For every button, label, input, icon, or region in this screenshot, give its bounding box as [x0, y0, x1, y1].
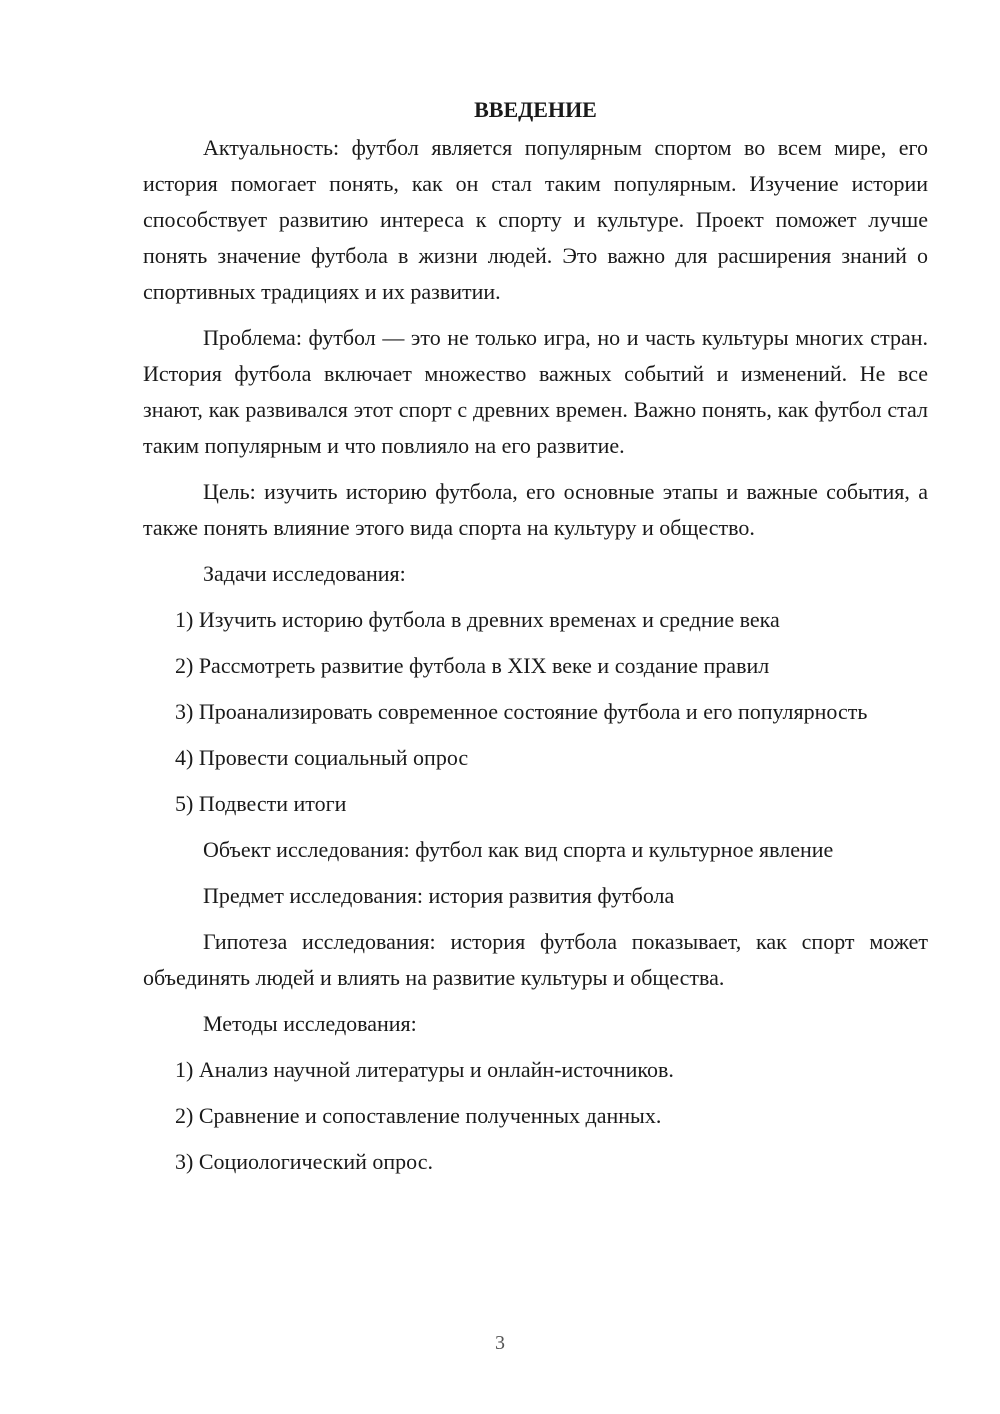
- document-page: [143, 92, 928, 1190]
- task-item-2: 2) Рассмотреть развитие футбола в XIX веке и создание правил: [175, 653, 770, 678]
- goal-paragraph: Цель: изучить историю футбола, его основные этапы и важные события, а также понять влияние этого вида спорта на культуру и общество.: [143, 479, 928, 540]
- task-item-1: 1) Изучить историю футбола в древних временах и средние века: [175, 607, 780, 632]
- object-paragraph: Объект исследования: футбол как вид спорта и культурное явление: [203, 837, 834, 862]
- methods-heading: Методы исследования:: [203, 1011, 417, 1036]
- method-item-1: 1) Анализ научной литературы и онлайн-источников.: [175, 1057, 674, 1082]
- problem-paragraph: Проблема: футбол — это не только игра, но и часть культуры многих стран. История футбола включает множество важных событий и изменений. Не все знают, как развивался этот спорт с древних времен. Важно понять, как футбол стал таким популярным и что повлияло на его развитие.: [143, 325, 928, 458]
- task-item-3: 3) Проанализировать современное состояние футбола и его популярность: [175, 699, 868, 724]
- page-title: ВВЕДЕНИЕ: [474, 97, 597, 122]
- hypothesis-paragraph: Гипотеза исследования: история футбола показывает, как спорт может объединять людей и влиять на развитие культуры и общества.: [143, 929, 928, 990]
- relevance-paragraph: Актуальность: футбол является популярным спортом во всем мире, его история помогает понять, как он стал таким популярным. Изучение истории способствует развитию интереса к спорту и культуре. Проект поможет лучше понять значение футбола в жизни людей. Это важно для расширения знаний о спортивных традициях и их развитии.: [143, 135, 928, 304]
- task-item-5: 5) Подвести итоги: [175, 791, 347, 816]
- method-item-3: 3) Социологический опрос.: [175, 1149, 433, 1174]
- method-item-2: 2) Сравнение и сопоставление полученных данных.: [175, 1103, 662, 1128]
- page-number: 3: [495, 1332, 505, 1354]
- task-item-4: 4) Провести социальный опрос: [175, 745, 469, 770]
- subject-paragraph: Предмет исследования: история развития футбола: [203, 883, 675, 908]
- tasks-heading: Задачи исследования:: [203, 561, 406, 586]
